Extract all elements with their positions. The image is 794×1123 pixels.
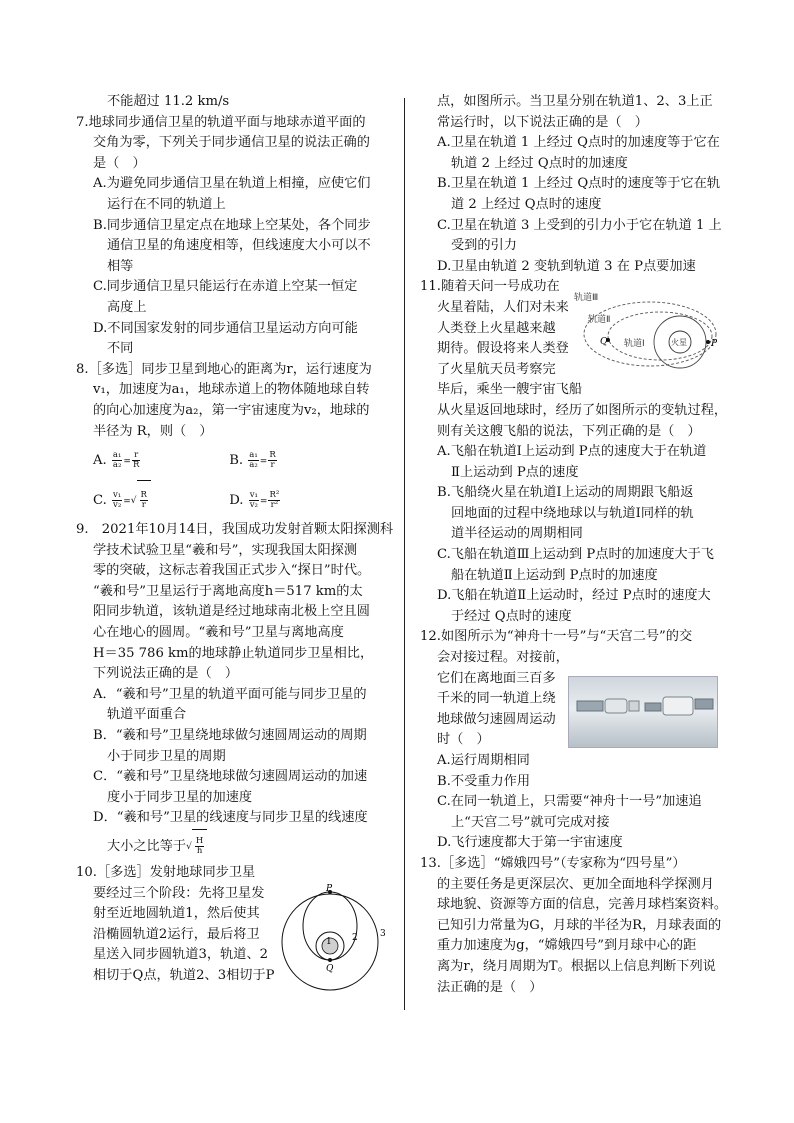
shenzhou-module [605, 699, 627, 713]
q11-option-a: A.飞船在轨道Ⅰ上运动到 P点的速度大于在轨道 [437, 444, 707, 460]
q9-option-b: B．“羲和号”卫星绕地球做匀速圆周运动的周期 [93, 728, 367, 744]
point-q [328, 958, 332, 962]
q12-stem: 时（ ） [437, 732, 490, 748]
q11-stem: 11.随着天问一号成功在 [420, 279, 560, 295]
q8-options-cd [76, 480, 394, 520]
q11-option-c: C.飞船在轨道Ⅲ上运动到 P点时的加速度大于飞 [437, 547, 714, 563]
q10-option-c: C.卫星在轨道 3 上受到的引力小于它在轨道 1 上 [437, 217, 722, 233]
q12-option-b: B.不受重力作用 [437, 773, 531, 789]
q11-option-b: B.飞船绕火星在轨道Ⅰ上运动的周期跟飞船返 [437, 485, 694, 501]
q8-stem: 的向心加速度为a₂，第一宇宙速度为v₂，地球的 [93, 402, 370, 418]
q13-stem: 的主要任务是更深层次、更加全面地科学探测月 [437, 876, 714, 892]
q7-option-b: 通信卫星的角速度相等，但线速度大小可以不 [107, 238, 371, 254]
q9-option-c: C．“羲和号”卫星绕地球做匀速圆周运动的加速 [93, 769, 368, 785]
q12-stem: 千米的同一轨道上绕 [437, 691, 556, 707]
q9-stem: 9. 2021年10月14日，我国成功发射首颗太阳探测科 [76, 522, 394, 538]
q11-stem: 了火星航天员考察完 [437, 361, 556, 377]
q11-option-d: 于经过 Q点时的速度 [451, 608, 572, 624]
sqrt: √ $\frac{R}{r}$ [131, 480, 151, 521]
q8-stem: 半径为 R，则（ ） [93, 423, 213, 439]
q8-option-c: C. $\frac{\text{v₁}}{\text{v₂}}$ =√ $\frac{R}{r}$ [93, 480, 225, 522]
q13-stem: 重力加速度为g，“嫦娥四号”到月球中心的距 [437, 938, 697, 954]
q9-stem: H＝35 786 km的地球静止轨道同步卫星相比， [93, 645, 374, 661]
solar-panel [695, 699, 713, 709]
q12-stem: 会对接过程。对接前， [437, 650, 569, 666]
q9-stem: 下列说法正确的是（ ） [93, 666, 239, 682]
q9-stem: “羲和号”卫星运行于离地高度h＝517 km的太 [93, 583, 363, 599]
q11-stem: 从火星返回地球时，经历了如图所示的变轨过程， [437, 402, 728, 418]
q12-stem: 地球做匀速圆周运动 [437, 711, 556, 727]
fraction: $\frac{r}{R}$ [132, 450, 140, 471]
q13-stem: 已知引力常量为G，月球的半径为R，月球表面的 [437, 917, 722, 933]
label-1: 1 [326, 937, 332, 947]
q7-option-c: C.同步通信卫星只能运行在赤道上空某一恒定 [93, 279, 358, 295]
q7-option-d: 不同 [107, 341, 134, 357]
fraction: $\frac{\text{a₁}}{\text{a₂}}$ [112, 450, 122, 471]
q10-stem: 10.［多选］发射地球同步卫星 [76, 865, 256, 880]
q9-stem: 零的突破，这标志着我国正式步入“探日”时代。 [93, 563, 371, 579]
right-column [420, 92, 728, 998]
q7-option-b: B.同步通信卫星定点在地球上空某处，各个同步 [93, 217, 371, 233]
docking-illustration [569, 677, 717, 747]
q8-option-a: A. $\frac{\text{a₁}}{\text{a₂}}$ = $\frac{r}{R}$ [93, 450, 140, 471]
fraction: $\frac{\text{v₁}}{\text{v₂}}$ [249, 490, 258, 511]
q9-stem: 学技术试验卫星“羲和号”，实现我国太阳探测 [93, 542, 358, 558]
q12-option-d: D.飞行速度都大于第一宇宙速度 [437, 835, 623, 851]
q7-option-a: 运行在不同的轨道上 [107, 196, 226, 212]
q11-stem: 人类登上火星越来越 [437, 320, 556, 336]
solar-panel [577, 701, 603, 711]
q10-option-d: D.卫星由轨道 2 变轨到轨道 3 在 P点要加速 [437, 258, 696, 274]
q7-stem: 交角为零，下列关于同步通信卫星的说法正确的 [93, 135, 370, 151]
q7-option-b: 相等 [107, 258, 134, 274]
q10-stem: 要经过三个阶段：先将卫星发 [93, 885, 265, 901]
q10-stem: 射至近地圆轨道1，然后使其 [93, 906, 260, 922]
fraction: $\frac{\text{R²}}{\text{r²}}$ [269, 490, 280, 511]
docking-port [629, 701, 639, 711]
q7-option-d: D.不同国家发射的同步通信卫星运动方向可能 [93, 320, 358, 336]
q9-option-b: 小于同步卫星的周期 [107, 748, 226, 764]
q7-option-a: A.为避免同步通信卫星在轨道上相撞，应使它们 [93, 176, 371, 192]
solar-panel [645, 703, 661, 711]
q6-tail: 不能超过 11.2 km/s [107, 94, 230, 109]
label-orbit-ii: 轨道Ⅱ [588, 315, 611, 325]
q11-option-b: 道半径运动的周期相同 [451, 526, 583, 542]
fraction: $\frac{\text{a₁}}{\text{a₂}}$ [249, 450, 258, 471]
q11-stem: 期待。假设将来人类登上 [437, 341, 583, 357]
label-orbit-iii: 轨道Ⅲ [574, 293, 599, 303]
label-q: Q [600, 337, 608, 347]
q9-stem: 阳同步轨道，该轨道是经过地球南北极上空且圆 [93, 604, 370, 620]
q10-stem-cont: 点，如图所示。当卫星分别在轨道1、2、3上正 [437, 94, 713, 109]
q9-option-a: 轨道平面重合 [107, 707, 187, 723]
q9-stem: 心在地心的圆周。“羲和号”卫星与离地高度 [93, 625, 344, 641]
q7-stem: 是（ ） [93, 155, 146, 171]
tiangong-module [663, 697, 693, 715]
docking-photo [568, 676, 718, 748]
label-p: P [326, 884, 333, 894]
fraction: $\frac{R}{r}$ [269, 450, 276, 471]
q11-stem: 毕后，乘坐一艘宇宙飞船 [437, 382, 583, 398]
q10-stem-cont: 常运行时，以下说法正确的是（ ） [437, 114, 648, 130]
column-divider [404, 98, 405, 1010]
q10-option-b: B.卫星在轨道 1 上经过 Q点时的速度等于它在轨 [437, 176, 721, 192]
q8-stem: 8.［多选］同步卫星到地心的距离为r，运行速度为 [76, 361, 372, 377]
q10-stem: 星送入同步圆轨道3，轨道、2 [93, 947, 269, 963]
q11-option-d: D.飞船在轨道Ⅱ上运动时，经过 P点时的速度大 [437, 588, 711, 604]
q8-option-b: B. $\frac{\text{a₁}}{\text{a₂}}$ = $\frac{R}{r}$ [229, 450, 276, 471]
q9-option-a: A．“羲和号”卫星的轨道平面可能与同步卫星的 [93, 686, 367, 702]
q7-option-c: 高度上 [107, 299, 147, 315]
q10-option-b: 道 2 上经过 Q点时的速度 [451, 196, 602, 212]
q9-option-d: D．“羲和号”卫星的线速度与同步卫星的线速度 [93, 810, 368, 826]
label-2: 2 [352, 933, 358, 943]
q10-option-c: 受到的引力 [451, 238, 517, 254]
orbit-ii [608, 312, 712, 360]
q9-option-d: 大小之比等于√ $\frac{H}{h}$ [76, 829, 394, 863]
q9-option-c: 度小于同步卫星的加速度 [107, 789, 253, 805]
q12-option-a: A.运行周期相同 [437, 753, 530, 768]
q13-stem: 13.［多选］“嫦娥四号”（专家称为“四号星”） [420, 855, 686, 871]
q10-stem: 相切于Q点，轨道2、3相切于P [93, 967, 275, 983]
q10-orbit-figure [280, 884, 392, 996]
q13-stem: 法正确的是（ ） [437, 979, 543, 995]
q12-option-c: 上“天宫二号”就可完成对接 [451, 814, 610, 830]
q7-stem: 7.地球同步通信卫星的轨道平面与地球赤道平面的 [76, 114, 366, 130]
q11-option-b: 回地面的过程中绕地球以与轨道Ⅰ同样的轨 [451, 505, 694, 521]
label-3: 3 [380, 929, 386, 939]
q11-stem: 火星着陆，人们对未来 [437, 299, 569, 315]
q8-options-ab [76, 442, 394, 480]
orbit-iii [584, 302, 716, 366]
q8-option-d: D. $\frac{\text{v₁}}{\text{v₂}}$ = $\frac{\text{R²}}{\text{r²}}$ [229, 490, 280, 511]
q10-stem: 沿椭圆轨道2运行，最后将卫 [93, 926, 260, 942]
sqrt: √ $\frac{H}{h}$ [186, 829, 207, 864]
label-q: Q [326, 964, 334, 974]
q12-stem: 12.如图所示为“神舟十一号”与“天宫二号”的交 [420, 629, 693, 645]
left-column [76, 92, 394, 987]
q12-stem: 它们在离地面三百多 [437, 670, 556, 686]
q8-stem: v₁，加速度为a₁，地球赤道上的物体随地球自转 [93, 382, 370, 398]
label-p: P [711, 339, 718, 349]
q11-option-c: 船在轨道Ⅱ上运动到 P点时的加速度 [451, 567, 658, 583]
fraction: $\frac{\text{v₁}}{\text{v₂}}$ [113, 490, 122, 511]
q13-stem: 球地貌、资源等方面的信息，完善月球档案资料。 [437, 897, 728, 913]
point-p [706, 340, 710, 344]
q11-orbit-figure [568, 284, 720, 370]
q10-option-a: A.卫星在轨道 1 上经过 Q点时的加速度等于它在 [437, 135, 720, 151]
q11-option-a: Ⅱ上运动到 P点的速度 [451, 464, 579, 480]
q12-option-c: C.在同一轨道上，只需要“神舟十一号”加速追 [437, 794, 702, 810]
q10-option-a: 轨道 2 上经过 Q点时的加速度 [451, 155, 628, 171]
q13-stem: 离为r，绕月周期为T。根据以上信息判断下列说 [437, 958, 716, 974]
q11-stem: 则有关这艘飞船的说法，下列正确的是（ ） [437, 423, 701, 439]
label-orbit-i: 轨道Ⅰ [624, 339, 645, 349]
label-mars: 火星 [671, 338, 687, 347]
